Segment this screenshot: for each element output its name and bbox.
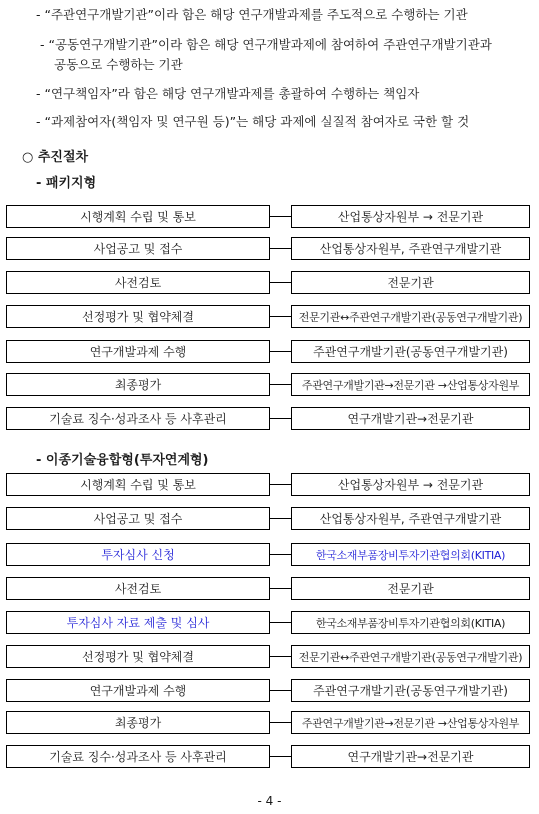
connector-line [270,282,291,283]
step-agency: 주관연구개발기관(공동연구개발기관) [291,340,530,363]
connector-line [270,518,291,519]
step-agency: 전문기관↔주관연구개발기관(공동연구개발기관) [291,305,530,328]
connector-line [270,384,291,385]
step-agency: 전문기관 [291,577,530,600]
step-agency: 연구개발기관→전문기관 [291,407,530,430]
package-step-3 [6,271,530,294]
connector-line [270,722,291,723]
package-step-5 [6,340,530,363]
convergence-step-4 [6,577,530,600]
convergence-step-1 [6,473,530,496]
step-label: 기술료 징수·성과조사 등 사후관리 [6,407,270,430]
definition-principal-investigator: - “연구책임자”라 함은 해당 연구개발과제를 총괄하여 수행하는 책임자 [36,86,420,101]
step-label: 투자심사 자료 제출 및 심사 [6,611,270,634]
definition-lead-institution: - “주관연구개발기관”이라 함은 해당 연구개발과제를 주도적으로 수행하는 기관 [36,7,468,22]
step-label: 사업공고 및 접수 [6,237,270,260]
step-agency: 산업통상자원부 → 전문기관 [291,205,530,228]
step-label: 시행계획 수립 및 통보 [6,473,270,496]
convergence-step-2 [6,507,530,530]
connector-line [270,554,291,555]
connector-line [270,216,291,217]
connector-line [270,588,291,589]
step-label: 투자심사 신청 [6,543,270,566]
step-label: 연구개발과제 수행 [6,679,270,702]
step-agency: 산업통상자원부, 주관연구개발기관 [291,237,530,260]
convergence-step-7 [6,679,530,702]
connector-line [270,248,291,249]
page-number: - 4 - [257,794,282,808]
connector-line [270,756,291,757]
definition-joint-institution-cont: 공동으로 수행하는 기관 [54,57,183,72]
connector-line [270,418,291,419]
package-step-6 [6,373,530,396]
step-agency: 산업통상자원부, 주관연구개발기관 [291,507,530,530]
step-agency: 주관연구개발기관→전문기관 →산업통상자원부 [291,373,530,396]
step-agency: 한국소재부품장비투자기관협의회(KITIA) [291,543,530,566]
package-title: - 패키지형 [36,176,97,191]
step-label: 최종평가 [6,373,270,396]
convergence-step-9 [6,745,530,768]
connector-line [270,622,291,623]
step-label: 사업공고 및 접수 [6,507,270,530]
package-step-1 [6,205,530,228]
convergence-step-5 [6,611,530,634]
definition-participants: - “과제참여자(책임자 및 연구원 등)”는 해당 과제에 실질적 참여자로 국한 할 것 [36,114,470,129]
package-step-2 [6,237,530,260]
step-agency: 연구개발기관→전문기관 [291,745,530,768]
step-label: 사전검토 [6,577,270,600]
convergence-step-6 [6,645,530,668]
step-label: 기술료 징수·성과조사 등 사후관리 [6,745,270,768]
step-label: 연구개발과제 수행 [6,340,270,363]
connector-line [270,690,291,691]
step-agency: 전문기관↔주관연구개발기관(공동연구개발기관) [291,645,530,668]
definition-joint-institution: - “공동연구개발기관”이라 함은 해당 연구개발과제에 참여하여 주관연구개발기관과 [40,37,492,52]
step-agency: 주관연구개발기관(공동연구개발기관) [291,679,530,702]
convergence-step-3 [6,543,530,566]
package-step-4 [6,305,530,328]
connector-line [270,484,291,485]
step-agency: 전문기관 [291,271,530,294]
convergence-step-8 [6,711,530,734]
step-agency: 한국소재부품장비투자기관협의회(KITIA) [291,611,530,634]
step-label: 선정평가 및 협약체결 [6,305,270,328]
connector-line [270,351,291,352]
step-agency: 주관연구개발기관→전문기관 →산업통상자원부 [291,711,530,734]
step-label: 사전검토 [6,271,270,294]
connector-line [270,316,291,317]
connector-line [270,656,291,657]
step-agency: 산업통상자원부 → 전문기관 [291,473,530,496]
section-title: ○ 추진절차 [22,150,89,165]
convergence-title: - 이종기술융합형(투자연계형) [36,453,209,468]
step-label: 시행계획 수립 및 통보 [6,205,270,228]
package-step-7 [6,407,530,430]
step-label: 최종평가 [6,711,270,734]
step-label: 선정평가 및 협약체결 [6,645,270,668]
